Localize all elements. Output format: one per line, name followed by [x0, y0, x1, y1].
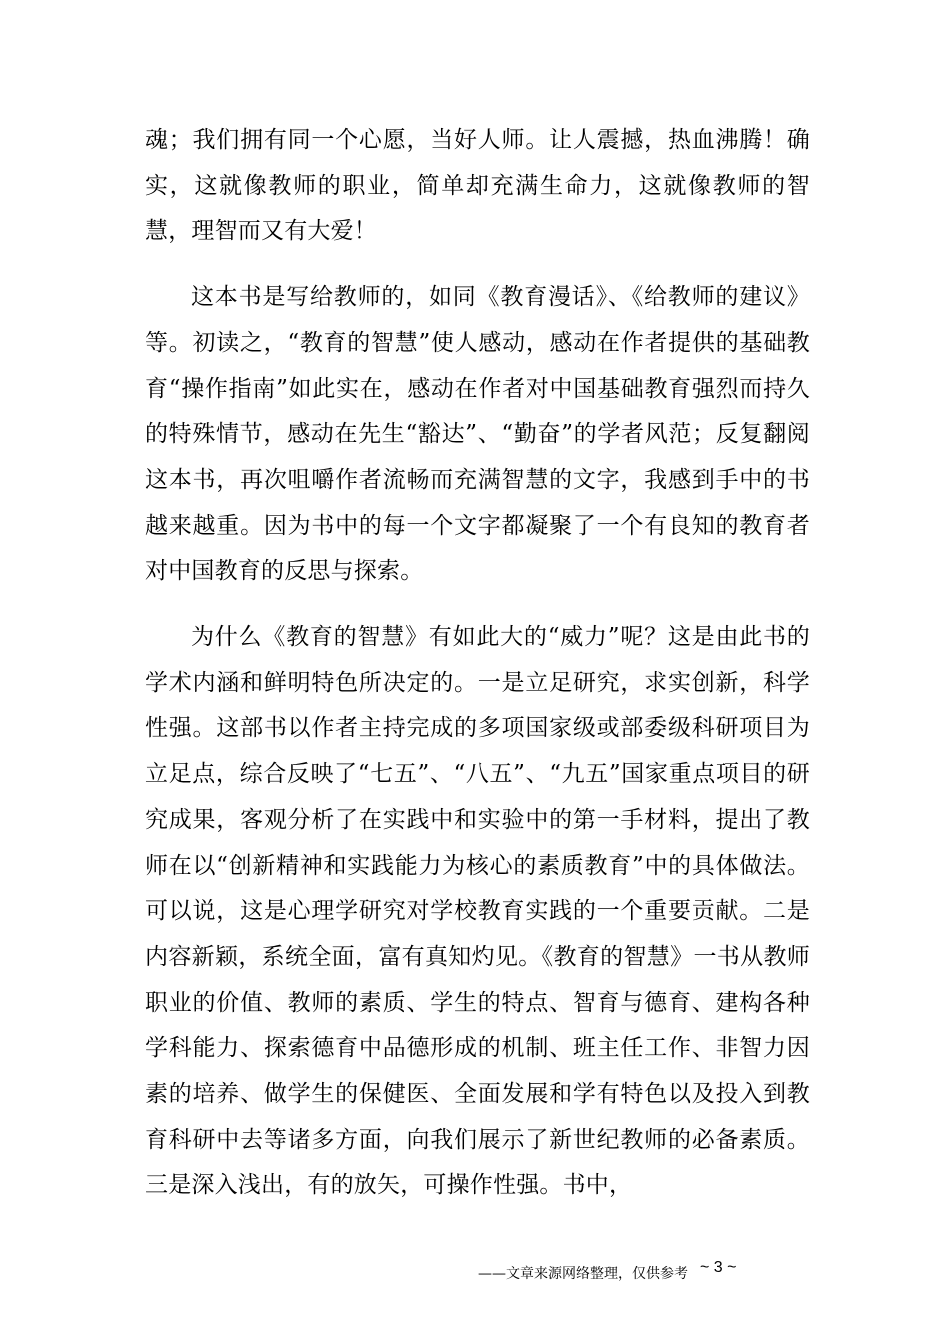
paragraph-1: 魂；我们拥有同一个心愿，当好人师。让人震撼，热血沸腾！确实，这就像教师的职业，简单却充满生命力，这就像教师的智慧，理智而又有大爱！	[145, 127, 810, 245]
footer-source-note: ——文章来源网络整理，仅供参考	[478, 1266, 688, 1282]
page-number: ~ 3 ~	[700, 1259, 737, 1276]
document-body	[145, 118, 810, 1209]
paragraph-2: 这本书是写给教师的，如同《教育漫话》、《给教师的建议》等。初读之，“教育的智慧”使人感动，感动在作者提供的基础教育“操作指南”如此实在，感动在作者对中国基础教育强烈而持久的特殊情节，感动在先生“豁达”、“勤奋”的学者风范；反复翻阅这本书，再次咀嚼作者流畅而充满智慧的文字，我感到手中的书越来越重。因为书中的每一个文字都凝聚了一个有良知的教育者对中国教育的反思与探索。	[145, 284, 810, 585]
paragraph-3: 为什么《教育的智慧》有如此大的“威力”呢？这是由此书的学术内涵和鲜明特色所决定的。一是立足研究，求实创新，科学性强。这部书以作者主持完成的多项国家级或部委级科研项目为立足点，综合反映了“七五”、“八五”、“九五”国家重点项目的研究成果，客观分析了在实践中和实验中的第一手材料，提出了教师在以“创新精神和实践能力为核心的素质教育”中的具体做法。可以说，这是心理学研究对学校教育实践的一个重要贡献。二是内容新颖，系统全面，富有真知灼见。《教育的智慧》一书从教师职业的价值、教师的素质、学生的特点、智育与德育、建构各种学科能力、探索德育中品德形成的机制、班主任工作、非智力因素的培养、做学生的保健医、全面发展和学有特色以及投入到教育科研中去等诸多方面，向我们展示了新世纪教师的必备素质。三是深入浅出，有的放矢，可操作性强。书中，	[145, 624, 810, 1199]
